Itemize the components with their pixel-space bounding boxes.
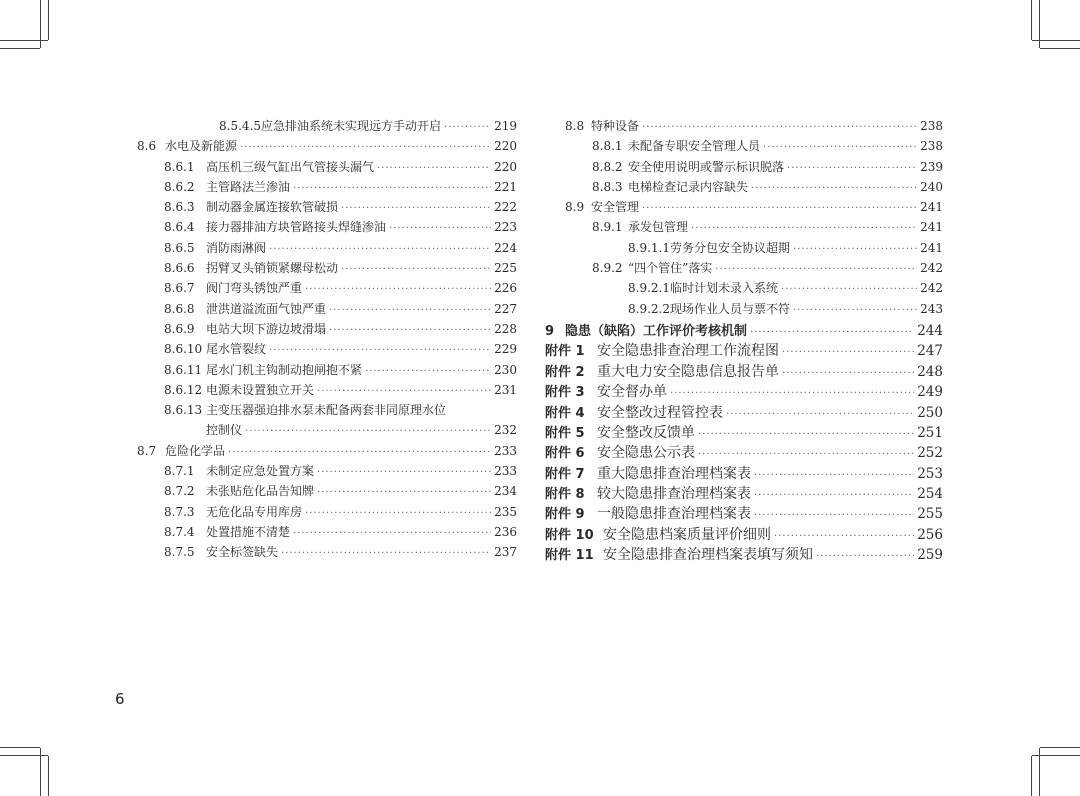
toc-entry-number: 8.6.1 (164, 159, 195, 174)
toc-entry[interactable] (545, 340, 943, 360)
toc-entry-title: 未制定应急处置方案 (206, 464, 315, 479)
toc-leader-dots (715, 264, 917, 275)
toc-entry[interactable] (137, 320, 517, 340)
toc-leader-dots (750, 327, 914, 338)
toc-entry-number: 附件 9 (545, 507, 585, 523)
toc-entry-title: “四个管住”落实 (628, 261, 713, 276)
toc-entry[interactable] (545, 198, 943, 218)
toc-leader-dots (240, 142, 491, 153)
toc-entry[interactable] (545, 544, 943, 564)
toc-leader-dots (444, 122, 491, 133)
toc-entry-page: 240 (920, 179, 943, 194)
toc-entry-number: 8.6.10 (164, 342, 203, 357)
toc-leader-dots (691, 223, 917, 234)
toc-leader-dots (329, 305, 491, 316)
crop-mark (0, 755, 48, 756)
toc-entry-page: 242 (920, 281, 943, 296)
toc-entry[interactable] (545, 503, 943, 523)
toc-entry-page: 222 (494, 200, 517, 215)
toc-entry-number: 8.7.5 (164, 545, 195, 560)
toc-entry[interactable] (545, 361, 943, 381)
toc-entry[interactable] (545, 463, 943, 483)
toc-entry-page: 239 (920, 159, 943, 174)
toc-leader-dots (305, 284, 491, 295)
toc-leader-dots (377, 163, 491, 174)
toc-entry-title: 隐患（缺陷）工作评价考核机制 (565, 323, 748, 339)
toc-entry-number: 8.6.5 (164, 240, 195, 255)
toc-leader-dots (793, 305, 917, 316)
toc-leader-dots (754, 490, 914, 501)
toc-entry[interactable] (545, 381, 943, 401)
toc-entry[interactable] (137, 543, 517, 563)
toc-entry-page: 226 (494, 281, 517, 296)
toc-entry-title: 特种设备 (591, 119, 640, 133)
toc-entry-page: 233 (494, 443, 517, 458)
toc-leader-dots (787, 163, 917, 174)
toc-entry-number: 附件 2 (545, 364, 585, 380)
toc-entry-number: 附件 1 (545, 344, 585, 360)
toc-entry-number: 8.7.4 (164, 524, 195, 539)
toc-entry-number: 8.8.3 (592, 179, 623, 194)
toc-entry[interactable] (545, 259, 943, 279)
toc-entry[interactable] (137, 340, 517, 360)
toc-entry[interactable] (137, 503, 517, 523)
toc-entry[interactable] (137, 137, 517, 157)
toc-leader-dots (269, 345, 491, 356)
toc-entry-page: 219 (494, 119, 517, 133)
toc-entry-number: 8.6.9 (164, 321, 195, 336)
toc-leader-dots (329, 325, 491, 336)
toc-leader-dots (754, 470, 914, 481)
toc-leader-dots (670, 388, 914, 399)
toc-entry-page: 232 (494, 423, 517, 438)
toc-entry-number: 8.9.2 (592, 261, 623, 276)
toc-entry[interactable] (137, 381, 517, 401)
toc-entry-title: 电梯检查记录内容缺失 (628, 179, 749, 194)
toc-entry[interactable] (137, 462, 517, 482)
toc-entry-page: 243 (920, 301, 943, 316)
crop-mark (1040, 48, 1080, 49)
toc-entry-title: 控制仪 (206, 423, 243, 438)
toc-leader-dots (763, 142, 917, 153)
toc-entry-title: 重大电力安全隐患信息报告单 (597, 363, 779, 380)
toc-entry-page: 234 (494, 484, 517, 499)
toc-entry-page: 225 (494, 261, 517, 276)
toc-entry-number: 8.6.13 (164, 403, 203, 418)
crop-mark (1032, 755, 1080, 756)
toc-entry-number: 8.6.11 (164, 362, 203, 377)
toc-entry-number: 附件 5 (545, 425, 585, 441)
toc-entry-page: 238 (920, 119, 943, 133)
toc-leader-dots (293, 183, 491, 194)
toc-entry-page: 224 (494, 240, 517, 255)
toc-entry-title: 承发包管理 (628, 220, 689, 235)
toc-entry-title: 高压机三级气缸出气管接头漏气 (206, 159, 375, 174)
toc-entry-page: 256 (917, 526, 943, 543)
toc-entry-page: 254 (917, 486, 943, 503)
toc-entry-number: 8.7.3 (164, 504, 195, 519)
toc-entry-page: 223 (494, 220, 517, 235)
toc-leader-dots (293, 528, 491, 539)
toc-entry-page: 233 (494, 464, 517, 479)
toc-entry-page: 251 (917, 424, 943, 441)
toc-entry-number: 附件 11 (545, 548, 594, 564)
page-number: 6 (115, 690, 125, 708)
toc-entry-title: 水电及新能源 (165, 139, 238, 154)
toc-entry-title: 重大隐患排查治理档案表 (597, 465, 751, 482)
toc-entry[interactable] (137, 482, 517, 502)
toc-leader-dots (698, 449, 914, 460)
toc-entry-number: 附件 10 (545, 527, 594, 543)
toc-entry-title: 安全隐患公示表 (597, 445, 695, 462)
toc-left-column (137, 117, 517, 564)
toc-entry-title: 未配备专职安全管理人员 (628, 139, 761, 154)
crop-mark (48, 756, 49, 796)
toc-entry-page: 250 (917, 404, 943, 421)
toc-entry-page: 259 (917, 547, 943, 564)
toc-entry[interactable] (545, 279, 943, 299)
toc-entry-page: 229 (494, 342, 517, 357)
toc-leader-dots (642, 122, 917, 133)
toc-entry-number: 8.8.2 (592, 159, 623, 174)
toc-entry-number: 附件 8 (545, 487, 585, 503)
toc-entry-page: 221 (494, 179, 517, 194)
toc-entry[interactable] (545, 158, 943, 178)
toc-leader-dots (245, 426, 491, 437)
toc-entry-title: 尾水管裂纹 (206, 342, 267, 357)
toc-entry-page: 228 (494, 321, 517, 336)
toc-entry-number: 8.6.12 (164, 382, 203, 397)
crop-mark (0, 48, 40, 49)
toc-entry-number: 8.9.1 (592, 220, 623, 235)
toc-entry[interactable] (137, 279, 517, 299)
toc-right-column (545, 117, 943, 565)
toc-entry-title: 一般隐患排查治理档案表 (597, 506, 751, 523)
toc-entry-page: 248 (917, 363, 943, 380)
toc-entry[interactable] (137, 158, 517, 178)
toc-entry-title: 安全督办单 (597, 384, 667, 401)
toc-entry-title: 安全整改反馈单 (597, 424, 695, 441)
toc-entry-number: 8.6.7 (164, 281, 195, 296)
toc-entry[interactable] (545, 218, 943, 238)
toc-entry-page: 249 (917, 384, 943, 401)
toc-entry-title: 临时计划未录入系统 (670, 281, 779, 296)
toc-leader-dots (317, 386, 491, 397)
crop-mark (0, 747, 40, 748)
toc-entry[interactable] (545, 442, 943, 462)
toc-entry-number: 8.7.1 (164, 464, 195, 479)
toc-entry[interactable] (137, 300, 517, 320)
toc-entry-title: 危险化学品 (165, 443, 226, 458)
toc-entry-title: 安全整改过程管控表 (597, 404, 723, 421)
crop-mark (1032, 40, 1080, 41)
toc-entry-title: 未张贴危化品告知牌 (206, 484, 315, 499)
toc-entry-title: 拐臂叉头销锁紧螺母松动 (206, 261, 339, 276)
crop-mark (1031, 0, 1032, 40)
crop-mark (1031, 756, 1032, 796)
toc-entry-number: 8.8 (565, 119, 585, 133)
toc-leader-dots (774, 531, 914, 542)
toc-leader-dots (782, 347, 914, 358)
toc-entry-page: 253 (917, 465, 943, 482)
toc-leader-dots (754, 510, 914, 521)
toc-entry-page: 241 (920, 220, 943, 235)
toc-entry-number: 8.6.4 (164, 220, 195, 235)
toc-entry[interactable] (545, 320, 943, 340)
toc-leader-dots (816, 551, 914, 562)
crop-mark (0, 40, 48, 41)
toc-entry-title: 电源未设置独立开关 (206, 382, 315, 397)
toc-entry[interactable] (137, 178, 517, 198)
toc-entry-page: 220 (494, 159, 517, 174)
toc-leader-dots (269, 244, 491, 255)
toc-entry-title: 接力器排油方块管路接头焊缝渗油 (206, 220, 387, 235)
toc-leader-dots (317, 467, 491, 478)
toc-entry[interactable] (545, 402, 943, 422)
toc-entry-number: 8.6.8 (164, 301, 195, 316)
toc-entry-number: 8.9.2.2 (628, 301, 670, 316)
toc-entry-title: 安全隐患排查治理档案表填写须知 (603, 547, 813, 564)
toc-entry-number: 附件 3 (545, 385, 585, 401)
toc-leader-dots (781, 284, 917, 295)
toc-entry-number: 附件 4 (545, 405, 585, 421)
toc-entry-number: 8.6.2 (164, 179, 195, 194)
toc-entry-title: 阀门弯头锈蚀严重 (206, 281, 303, 296)
toc-leader-dots (365, 366, 491, 377)
toc-entry-title: 安全使用说明或警示标识脱落 (628, 159, 785, 174)
toc-entry[interactable] (137, 117, 517, 137)
toc-entry-title: 尾水门机主钩制动抱闸抱不紧 (206, 362, 363, 377)
toc-entry-number: 8.9 (565, 200, 585, 215)
toc-entry-page: 241 (920, 200, 943, 215)
crop-mark (1040, 747, 1080, 748)
toc-entry-number: 8.9.2.1 (628, 281, 670, 296)
toc-entry-page: 238 (920, 139, 943, 154)
toc-entry-title: 消防雨淋阀 (206, 240, 267, 255)
toc-entry-page: 247 (917, 343, 943, 360)
toc-leader-dots (793, 244, 917, 255)
toc-entry[interactable] (545, 137, 943, 157)
toc-leader-dots (305, 508, 491, 519)
toc-entry-title: 安全标签缺失 (206, 545, 279, 560)
toc-leader-dots (341, 203, 491, 214)
toc-entry[interactable] (137, 442, 517, 462)
toc-entry-number: 8.7.2 (164, 484, 195, 499)
toc-entry-title: 现场作业人员与票不符 (670, 301, 791, 316)
toc-entry[interactable] (137, 259, 517, 279)
toc-entry-title: 主变压器强迫排水泵未配备两套非同原理水位 (206, 403, 447, 418)
toc-entry-title: 劳务分包安全协议超期 (670, 240, 791, 255)
toc-entry-title: 泄洪道溢流面气蚀严重 (206, 301, 327, 316)
toc-entry-number: 8.5.4.5 (219, 119, 261, 133)
toc-entry[interactable] (137, 361, 517, 381)
toc-entry-number: 8.7 (137, 443, 157, 458)
toc-leader-dots (726, 409, 914, 420)
toc-entry-number: 8.9.1.1 (628, 240, 670, 255)
toc-entry-title: 安全管理 (591, 200, 640, 215)
toc-entry-page: 237 (494, 545, 517, 560)
toc-leader-dots (642, 203, 917, 214)
toc-entry-page: 252 (917, 445, 943, 462)
toc-entry[interactable] (545, 300, 943, 320)
toc-entry-title: 较大隐患排查治理档案表 (597, 486, 751, 503)
toc-entry-number: 8.6.3 (164, 200, 195, 215)
toc-entry-number: 9 (545, 323, 555, 339)
toc-leader-dots (782, 368, 914, 379)
toc-entry-page: 235 (494, 504, 517, 519)
toc-entry[interactable] (545, 483, 943, 503)
toc-entry[interactable] (137, 239, 517, 259)
toc-entry-page: 236 (494, 524, 517, 539)
toc-entry-number: 附件 7 (545, 466, 585, 482)
toc-entry[interactable] (545, 117, 943, 137)
toc-leader-dots (317, 487, 491, 498)
toc-entry-number: 8.6.6 (164, 261, 195, 276)
toc-leader-dots (341, 264, 491, 275)
toc-entry[interactable] (137, 198, 517, 218)
toc-entry-title: 安全隐患档案质量评价细则 (603, 526, 771, 543)
toc-entry[interactable] (137, 421, 517, 441)
toc-leader-dots (389, 223, 491, 234)
toc-entry[interactable] (545, 178, 943, 198)
toc-entry-page: 244 (917, 322, 943, 339)
toc-entry-number: 8.6 (137, 139, 157, 154)
toc-entry-title: 处置措施不清楚 (206, 524, 291, 539)
toc-entry-title: 主管路法兰渗油 (206, 179, 291, 194)
toc-entry-title: 应急排油系统未实现远方手动开启 (261, 119, 442, 133)
toc-entry-page: 241 (920, 240, 943, 255)
toc-entry-page: 230 (494, 362, 517, 377)
toc-entry[interactable] (545, 422, 943, 442)
toc-entry-title: 制动器金属连接软管破损 (206, 200, 339, 215)
toc-entry-page: 227 (494, 301, 517, 316)
toc-entry-page: 231 (494, 382, 517, 397)
toc-leader-dots (281, 548, 491, 559)
toc-entry-title: 电站大坝下游边坡滑塌 (206, 321, 327, 336)
toc-entry-number: 附件 6 (545, 446, 585, 462)
toc-entry-title: 安全隐患排查治理工作流程图 (597, 343, 779, 360)
toc-entry[interactable] (545, 239, 943, 259)
toc-leader-dots (228, 447, 491, 458)
toc-entry-page: 242 (920, 261, 943, 276)
toc-entry-page: 220 (494, 139, 517, 154)
toc-entry-title: 无危化品专用库房 (206, 504, 303, 519)
toc-entry[interactable] (137, 523, 517, 543)
toc-leader-dots (751, 183, 917, 194)
toc-entry-number: 8.8.1 (592, 139, 623, 154)
toc-entry[interactable] (137, 401, 517, 421)
toc-entry-page: 255 (917, 506, 943, 523)
crop-mark (48, 0, 49, 40)
toc-entry[interactable] (545, 524, 943, 544)
toc-leader-dots (698, 429, 914, 440)
toc-entry[interactable] (137, 218, 517, 238)
